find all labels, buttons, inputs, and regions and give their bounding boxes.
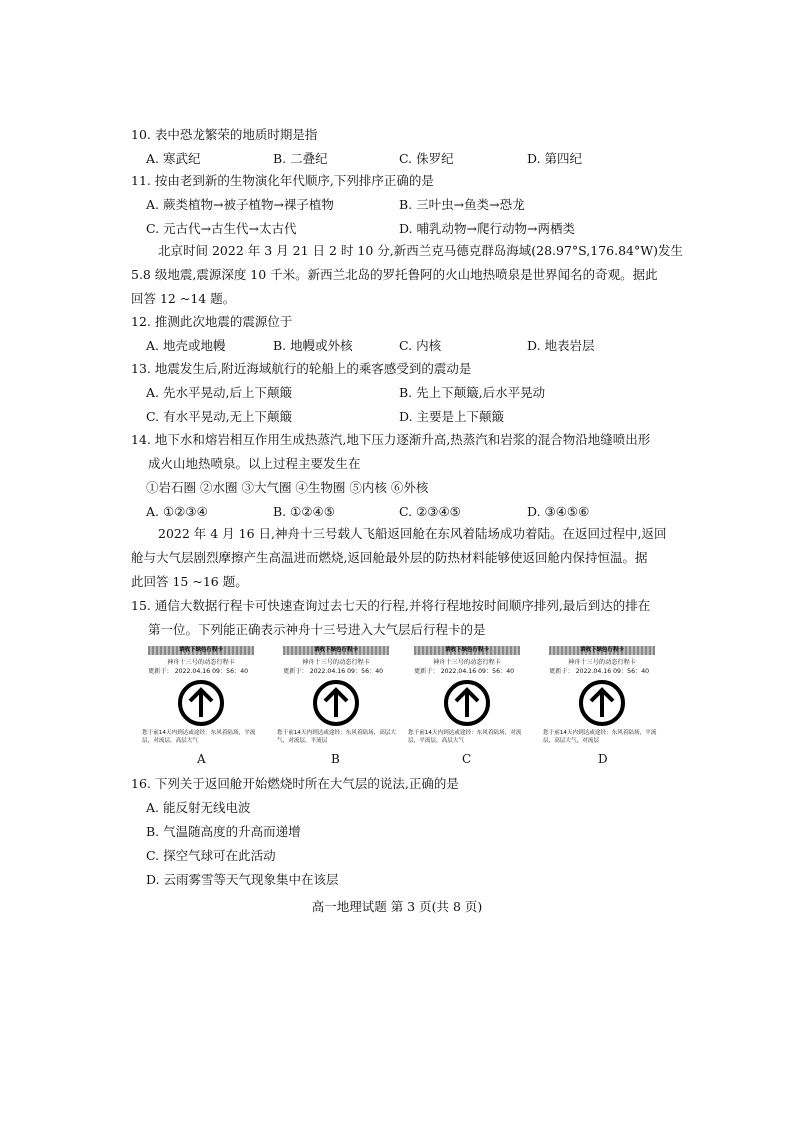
q16-option-a: A. 能反射无线电波 [146, 800, 251, 815]
card-updated: 更新于： 2022.04.16 09：56：40 [283, 668, 384, 675]
card-label-a: A [197, 752, 206, 766]
card-banner: 请收下绿色行程卡 [283, 646, 389, 655]
q16-option-b: B. 气温随高度的升高而递增 [146, 824, 301, 839]
card-updated: 更新于： 2022.04.16 09：56：40 [414, 668, 515, 675]
q16-option-d: D. 云雨雾雪等天气现象集中在该层 [146, 872, 339, 887]
passage1-line2: 5.8 级地震,震源深度 10 千米。新西兰北岛的罗托鲁阿的火山地热喷泉是世界闻名的奇观。据此 [131, 267, 658, 282]
card-route: 您于前14天内到达或途经：东风着陆场，高层大气，对流层，平流层 [277, 730, 396, 744]
card-title: 神舟十三号的动态行程卡 [567, 659, 637, 666]
q13-option-a: A. 先水平晃动,后上下颠簸 [146, 385, 292, 400]
up-arrow-icon [312, 679, 360, 727]
card-label-b: B [331, 752, 340, 766]
q10-option-b: B. 二叠纪 [273, 151, 328, 166]
card-route: 您于前14天内到达或途经：东风着陆场，平流层，对流层，高层大气 [142, 730, 256, 744]
q13-stem: 13. 地震发生后,附近海域航行的轮船上的乘客感受到的震动是 [131, 361, 472, 376]
q14-option-c: C. ②③④⑤ [399, 504, 461, 519]
up-arrow-icon [578, 679, 626, 727]
card-title: 神舟十三号的动态行程卡 [432, 659, 502, 666]
card-updated: 更新于： 2022.04.16 09：56：40 [148, 668, 249, 675]
q12-option-d: D. 地表岩层 [527, 338, 595, 353]
q12-stem: 12. 推测此次地震的震源位于 [131, 314, 293, 329]
q11-option-c: C. 元古代→古生代→太古代 [146, 221, 297, 236]
q14-option-a: A. ①②③④ [146, 504, 208, 519]
q14-stem-line2: 成火山地热喷泉。以上过程主要发生在 [148, 456, 361, 471]
q12-option-b: B. 地幔或外核 [273, 338, 353, 353]
card-title: 神舟十三号的动态行程卡 [166, 659, 236, 666]
card-banner: 请收下绿色行程卡 [414, 646, 520, 655]
trip-card-b [277, 646, 395, 746]
passage1-line1: 北京时间 2022 年 3 月 21 日 2 时 10 分,新西兰克马德克群岛海域(28.97°S,176.84°W)发生 [158, 243, 683, 258]
card-updated: 更新于： 2022.04.16 09：56：40 [549, 668, 650, 675]
q13-option-c: C. 有水平晃动,无上下颠簸 [146, 409, 293, 424]
card-label-d: D [598, 752, 608, 766]
q11-option-a: A. 蕨类植物→被子植物→裸子植物 [146, 197, 334, 212]
q15-stem-line1: 15. 通信大数据行程卡可快速查询过去七天的行程,并将行程地按时间顺序排列,最后到达的排在 [131, 598, 651, 613]
trip-card-a [142, 646, 260, 746]
q12-option-c: C. 内核 [399, 338, 442, 353]
q14-stem-line1: 14. 地下水和熔岩相互作用生成热蒸汽,地下压力逐渐升高,热蒸汽和岩浆的混合物沿地缝喷出形 [131, 432, 651, 447]
passage1-line3: 回答 12 ~14 题。 [131, 291, 236, 306]
card-label-c: C [462, 752, 472, 766]
q14-option-d: D. ③④⑤⑥ [527, 504, 590, 519]
passage2-line1: 2022 年 4 月 16 日,神舟十三号载人飞船返回舱在东风着陆场成功着陆。在返回过程中,返回 [158, 526, 667, 541]
q11-stem: 11. 按由老到新的生物演化年代顺序,下列排序正确的是 [131, 173, 434, 188]
q13-option-b: B. 先上下颠簸,后水平晃动 [399, 385, 546, 400]
trip-card-c [408, 646, 526, 746]
q14-items: ①岩石圈 ②水圈 ③大气圈 ④生物圈 ⑤内核 ⑥外核 [146, 480, 429, 495]
q16-stem: 16. 下列关于返回舱开始燃烧时所在大气层的说法,正确的是 [131, 776, 459, 791]
q10-option-a: A. 寒武纪 [146, 151, 201, 166]
q13-option-d: D. 主要是上下颠簸 [399, 409, 505, 424]
q14-option-b: B. ①②④⑤ [273, 504, 335, 519]
q10-stem: 10. 表中恐龙繁荣的地质时期是指 [131, 127, 318, 142]
passage2-line3: 此回答 15 ~16 题。 [131, 574, 248, 589]
q11-option-b: B. 三叶虫→鱼类→恐龙 [399, 197, 525, 212]
card-route: 您于前14天内到达或途经：东风着陆场，平流层，高层大气，对流层 [543, 730, 657, 744]
trip-card-d [543, 646, 661, 746]
card-banner: 请收下绿色行程卡 [549, 646, 655, 655]
up-arrow-icon [443, 679, 491, 727]
q16-option-c: C. 探空气球可在此活动 [146, 848, 276, 863]
passage2-line2: 舱与大气层剧烈摩擦产生高温进而燃烧,返回舱最外层的防热材料能够使返回舱内保持恒温。据 [131, 550, 648, 565]
q11-option-d: D. 哺乳动物→爬行动物→两栖类 [399, 221, 575, 236]
q10-option-c: C. 侏罗纪 [399, 151, 454, 166]
up-arrow-icon [177, 679, 225, 727]
page-footer: 高一地理试题 第 3 页(共 8 页) [311, 899, 483, 914]
card-route: 您于前14天内到达或途经：东风着陆场，对流层，平流层，高层大气 [408, 730, 522, 744]
card-banner: 请收下绿色行程卡 [148, 646, 254, 655]
q12-option-a: A. 地壳或地幔 [146, 338, 226, 353]
card-title: 神舟十三号的动态行程卡 [301, 659, 371, 666]
q10-option-d: D. 第四纪 [527, 151, 583, 166]
q15-stem-line2: 第一位。下列能正确表示神舟十三号进入大气层后行程卡的是 [148, 622, 486, 637]
